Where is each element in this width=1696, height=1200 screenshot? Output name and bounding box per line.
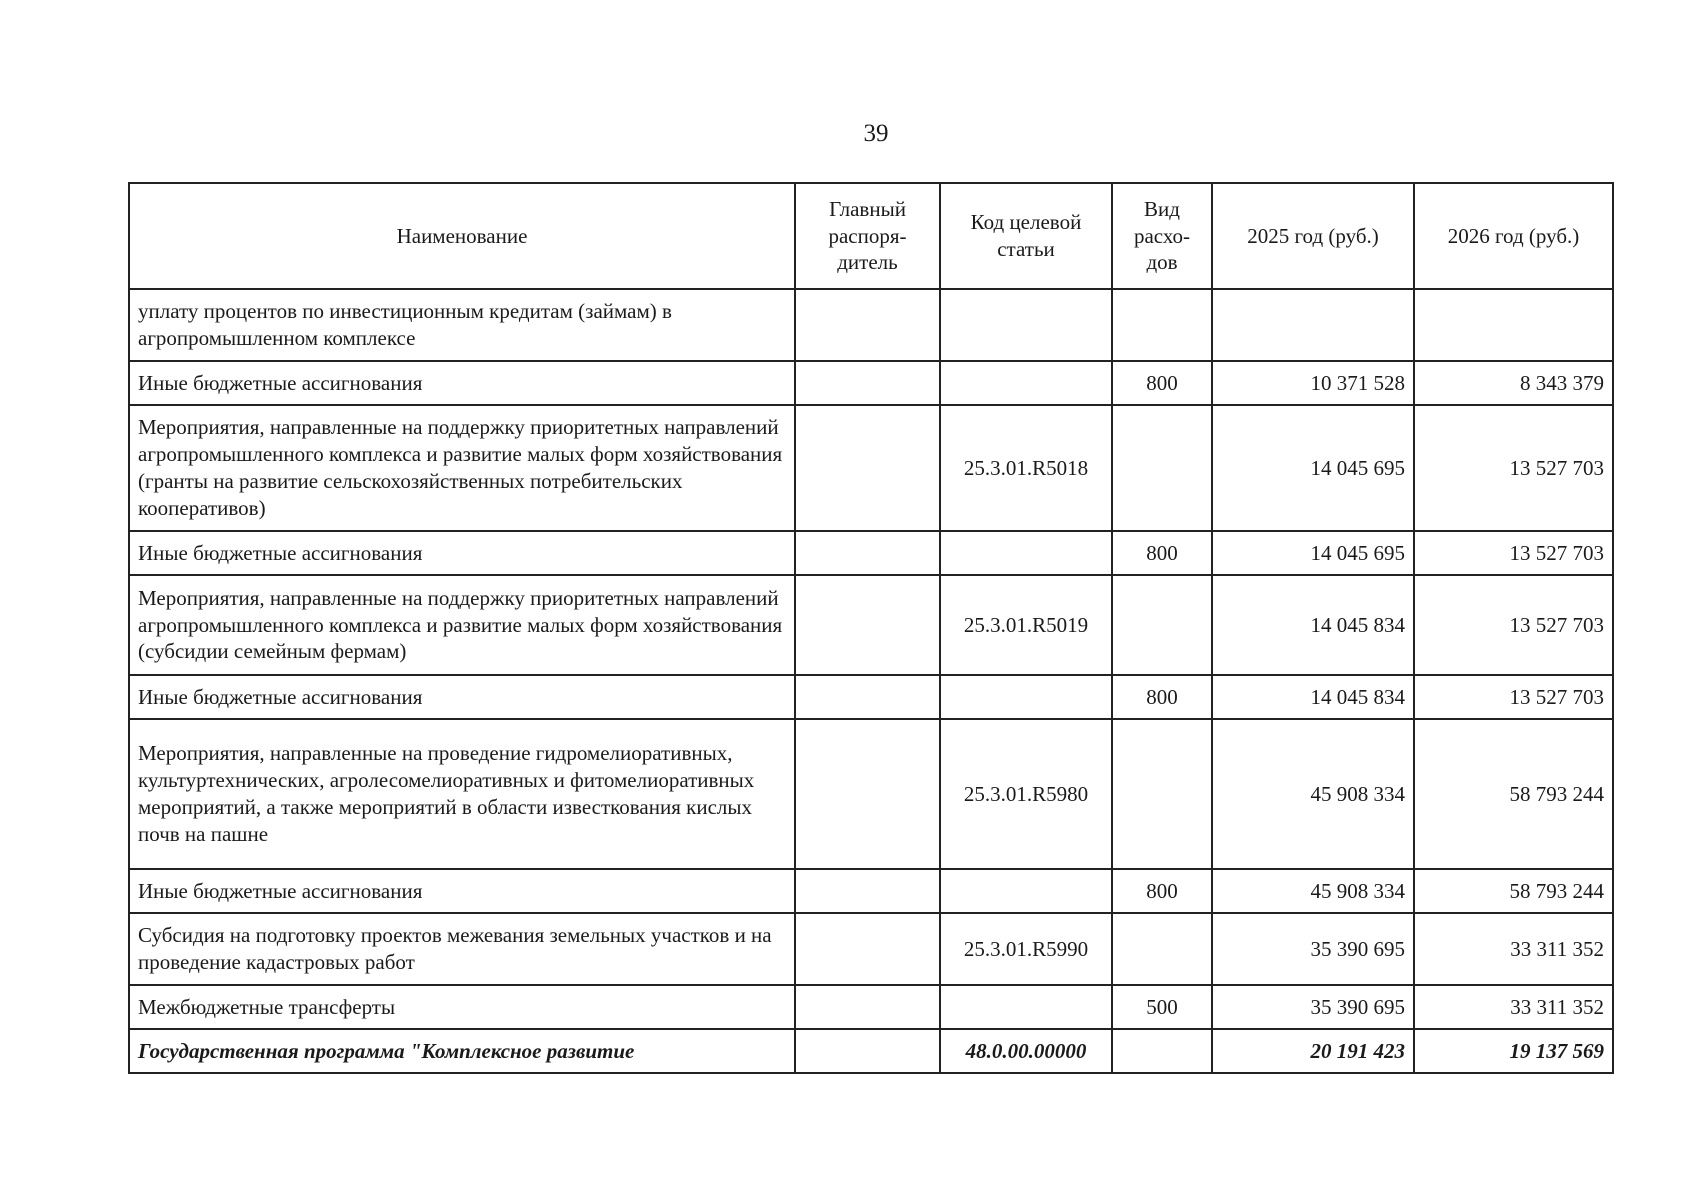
table-row xyxy=(129,289,1613,361)
cell-year-2026: 58 793 244 xyxy=(1414,719,1613,869)
header-name: Наименование xyxy=(129,183,795,289)
cell-expense-type xyxy=(1112,289,1212,361)
table-row xyxy=(129,985,1613,1029)
cell-year-2025: 14 045 695 xyxy=(1212,405,1414,531)
cell-expense-type xyxy=(1112,719,1212,869)
cell-year-2026: 13 527 703 xyxy=(1414,575,1613,675)
cell-expense-type xyxy=(1112,1029,1212,1073)
cell-year-2025: 45 908 334 xyxy=(1212,719,1414,869)
cell-target-code xyxy=(940,869,1112,913)
cell-year-2026: 13 527 703 xyxy=(1414,531,1613,575)
cell-name: уплату процентов по инвестиционным кредитам (займам) в агропромышленном комплексе xyxy=(129,289,795,361)
cell-year-2025: 14 045 834 xyxy=(1212,575,1414,675)
cell-chief-manager xyxy=(795,869,940,913)
cell-chief-manager xyxy=(795,361,940,405)
cell-target-code: 48.0.00.00000 xyxy=(940,1029,1112,1073)
cell-year-2025: 35 390 695 xyxy=(1212,913,1414,985)
cell-chief-manager xyxy=(795,289,940,361)
cell-name: Государственная программа "Комплексное развитие xyxy=(129,1029,795,1073)
cell-name: Иные бюджетные ассигнования xyxy=(129,675,795,719)
cell-year-2025: 45 908 334 xyxy=(1212,869,1414,913)
header-chief-manager: Главный распоря-дитель xyxy=(795,183,940,289)
cell-chief-manager xyxy=(795,913,940,985)
cell-target-code: 25.3.01.R5990 xyxy=(940,913,1112,985)
cell-year-2025: 20 191 423 xyxy=(1212,1029,1414,1073)
table-row xyxy=(129,675,1613,719)
cell-target-code: 25.3.01.R5019 xyxy=(940,575,1112,675)
budget-table xyxy=(128,182,1614,1074)
cell-expense-type: 800 xyxy=(1112,361,1212,405)
cell-year-2025: 10 371 528 xyxy=(1212,361,1414,405)
cell-target-code xyxy=(940,531,1112,575)
cell-chief-manager xyxy=(795,1029,940,1073)
header-year-2025: 2025 год (руб.) xyxy=(1212,183,1414,289)
table-row xyxy=(129,361,1613,405)
cell-year-2025: 35 390 695 xyxy=(1212,985,1414,1029)
table-body xyxy=(129,289,1613,1073)
cell-expense-type: 800 xyxy=(1112,675,1212,719)
cell-chief-manager xyxy=(795,675,940,719)
cell-name: Мероприятия, направленные на поддержку приоритетных направлений агропромышленного комплекса и развитие малых форм хозяйствования (гранты на развитие сельскохозяйственных потребительских кооперативов) xyxy=(129,405,795,531)
cell-name: Мероприятия, направленные на проведение гидромелиоративных, культуртехнических, агролесомелиоративных и фитомелиоративных мероприятий, а также мероприятий в области известкования кислых почв на пашне xyxy=(129,719,795,869)
cell-chief-manager xyxy=(795,719,940,869)
page-number: 39 xyxy=(863,120,889,147)
cell-year-2025: 14 045 695 xyxy=(1212,531,1414,575)
cell-expense-type: 800 xyxy=(1112,869,1212,913)
cell-year-2026: 33 311 352 xyxy=(1414,913,1613,985)
header-year-2026: 2026 год (руб.) xyxy=(1414,183,1613,289)
cell-target-code: 25.3.01.R5980 xyxy=(940,719,1112,869)
cell-target-code xyxy=(940,361,1112,405)
cell-year-2026: 19 137 569 xyxy=(1414,1029,1613,1073)
cell-expense-type xyxy=(1112,405,1212,531)
cell-year-2025 xyxy=(1212,289,1414,361)
header-expense-type: Вид расхо-дов xyxy=(1112,183,1212,289)
header-row xyxy=(129,183,1613,289)
cell-expense-type xyxy=(1112,575,1212,675)
table-row xyxy=(129,869,1613,913)
table-row xyxy=(129,913,1613,985)
cell-year-2026: 13 527 703 xyxy=(1414,675,1613,719)
table-row xyxy=(129,531,1613,575)
table-row xyxy=(129,719,1613,869)
cell-name: Мероприятия, направленные на поддержку приоритетных направлений агропромышленного комплекса и развитие малых форм хозяйствования (субсидии семейным фермам) xyxy=(129,575,795,675)
cell-year-2026: 13 527 703 xyxy=(1414,405,1613,531)
cell-target-code xyxy=(940,985,1112,1029)
cell-name: Межбюджетные трансферты xyxy=(129,985,795,1029)
cell-expense-type: 800 xyxy=(1112,531,1212,575)
cell-expense-type: 500 xyxy=(1112,985,1212,1029)
cell-chief-manager xyxy=(795,985,940,1029)
cell-chief-manager xyxy=(795,531,940,575)
cell-target-code xyxy=(940,675,1112,719)
cell-year-2026: 33 311 352 xyxy=(1414,985,1613,1029)
cell-year-2026 xyxy=(1414,289,1613,361)
cell-year-2026: 58 793 244 xyxy=(1414,869,1613,913)
table-row xyxy=(129,575,1613,675)
cell-name: Иные бюджетные ассигнования xyxy=(129,869,795,913)
table-row xyxy=(129,405,1613,531)
cell-chief-manager xyxy=(795,575,940,675)
cell-target-code xyxy=(940,289,1112,361)
cell-name: Иные бюджетные ассигнования xyxy=(129,531,795,575)
cell-expense-type xyxy=(1112,913,1212,985)
cell-year-2025: 14 045 834 xyxy=(1212,675,1414,719)
cell-name: Субсидия на подготовку проектов межевания земельных участков и на проведение кадастровых работ xyxy=(129,913,795,985)
cell-year-2026: 8 343 379 xyxy=(1414,361,1613,405)
cell-target-code: 25.3.01.R5018 xyxy=(940,405,1112,531)
cell-name: Иные бюджетные ассигнования xyxy=(129,361,795,405)
table-row-total xyxy=(129,1029,1613,1073)
cell-chief-manager xyxy=(795,405,940,531)
header-target-code: Код целевой статьи xyxy=(940,183,1112,289)
